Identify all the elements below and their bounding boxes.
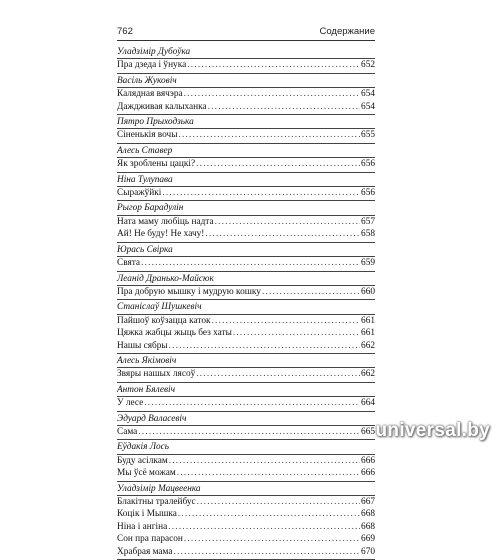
entry-page-number: 661 bbox=[361, 315, 375, 326]
entry-page-number: 662 bbox=[361, 340, 375, 351]
entry-page-number: 657 bbox=[361, 216, 375, 227]
author-name: Антон Бялевіч bbox=[117, 383, 375, 397]
dot-leader bbox=[174, 546, 361, 558]
entry-title: Буду асілкам bbox=[117, 455, 168, 466]
dot-leader bbox=[177, 467, 360, 479]
page-number: 762 bbox=[117, 26, 133, 37]
toc-entry bbox=[117, 455, 375, 467]
dot-leader bbox=[178, 129, 360, 141]
entry-title: Сыражўйкі bbox=[117, 188, 162, 199]
dot-leader bbox=[178, 508, 360, 520]
header-rule bbox=[117, 40, 375, 41]
author-name: Юрась Свірка bbox=[117, 243, 375, 257]
dot-leader bbox=[169, 340, 360, 352]
entry-title: Блакітны тралейбус bbox=[117, 497, 196, 507]
dot-leader bbox=[196, 368, 360, 380]
toc-entry bbox=[117, 467, 375, 479]
entry-title: Пра добрую мышку і мудрую кошку bbox=[117, 286, 261, 297]
author-name: Алесь Ставер bbox=[117, 144, 375, 158]
entry-title: Свята bbox=[117, 258, 141, 269]
entry-page-number: 670 bbox=[361, 546, 375, 557]
toc-entry bbox=[117, 187, 375, 199]
entry-title: Мы ўсё можам bbox=[117, 468, 176, 479]
toc-entry bbox=[117, 521, 375, 533]
entry-page-number: 654 bbox=[361, 89, 375, 100]
running-title: Содержание bbox=[319, 26, 375, 37]
entry-title: У лесе bbox=[117, 398, 144, 409]
author-name: Эдуард Валасевіч bbox=[117, 412, 375, 426]
toc-entry bbox=[117, 101, 375, 113]
entry-title: Ната маму любіць надта bbox=[117, 216, 214, 227]
dot-leader bbox=[197, 496, 360, 508]
toc-entry bbox=[117, 533, 375, 545]
toc-entry bbox=[117, 496, 375, 508]
entry-title: Ніна і ангіна bbox=[117, 521, 168, 532]
toc-section bbox=[117, 383, 375, 412]
entry-page-number: 661 bbox=[361, 328, 375, 339]
entry-title: Цяжка жабцы жыць без хаты bbox=[117, 328, 232, 339]
author-name: Васіль Жуковіч bbox=[117, 74, 375, 88]
entry-page-number: 654 bbox=[361, 101, 375, 112]
entry-title: Пайшоў коўзацца каток bbox=[117, 315, 211, 326]
entry-title: Сіненькія вочы bbox=[117, 130, 178, 141]
entry-title: Ай! Не буду! Не хачу! bbox=[117, 229, 205, 240]
entry-title: Як зроблены цацкі? bbox=[117, 159, 196, 170]
toc-section bbox=[117, 440, 375, 481]
toc-entry bbox=[117, 129, 375, 141]
toc-section bbox=[117, 412, 375, 441]
entry-page-number: 664 bbox=[361, 398, 375, 409]
toc-entry bbox=[117, 257, 375, 269]
author-name: Ніна Тулупава bbox=[117, 173, 375, 187]
entry-title: Сама bbox=[117, 426, 138, 437]
dot-leader bbox=[141, 257, 360, 269]
author-name: Станіслаў Шушкевіч bbox=[117, 300, 375, 314]
entry-page-number: 665 bbox=[361, 426, 375, 437]
entry-page-number: 662 bbox=[361, 369, 375, 380]
toc-section bbox=[117, 243, 375, 272]
dot-leader bbox=[184, 533, 360, 545]
entry-title: Пра дзеда і ўнука bbox=[117, 60, 187, 71]
dot-leader bbox=[138, 426, 360, 438]
watermark: universal.by bbox=[375, 420, 490, 441]
author-name: Рыгор Барадулін bbox=[117, 201, 375, 215]
dot-leader bbox=[215, 216, 360, 228]
toc-entry bbox=[117, 286, 375, 298]
toc-entry bbox=[117, 368, 375, 380]
toc-entry bbox=[117, 59, 375, 71]
entry-page-number: 655 bbox=[361, 130, 375, 141]
dot-leader bbox=[144, 397, 360, 409]
entry-title: Храбрая мама bbox=[117, 546, 173, 557]
entry-page-number: 668 bbox=[361, 509, 375, 520]
entry-page-number: 666 bbox=[361, 468, 375, 479]
toc-entry bbox=[117, 397, 375, 409]
toc-entry bbox=[117, 315, 375, 327]
entry-page-number: 652 bbox=[361, 60, 375, 71]
entry-page-number: 668 bbox=[361, 521, 375, 532]
entry-page-number: 656 bbox=[361, 188, 375, 199]
entry-title: Коцік і Мышка bbox=[117, 509, 177, 520]
dot-leader bbox=[233, 327, 360, 339]
toc-section bbox=[117, 144, 375, 173]
toc-entry bbox=[117, 426, 375, 438]
entry-page-number: 660 bbox=[361, 286, 375, 297]
toc-section bbox=[117, 354, 375, 383]
toc-section bbox=[117, 300, 375, 354]
author-name: Уладзімір Дубоўка bbox=[117, 45, 375, 59]
author-name: Леанід Дранько-Майсюк bbox=[117, 272, 375, 286]
toc-entry bbox=[117, 228, 375, 240]
entry-page-number: 659 bbox=[361, 258, 375, 269]
dot-leader bbox=[212, 315, 361, 327]
toc-section bbox=[117, 272, 375, 301]
dot-leader bbox=[205, 228, 360, 240]
toc-section bbox=[117, 115, 375, 144]
toc-entry bbox=[117, 546, 375, 558]
dot-leader bbox=[196, 158, 360, 170]
toc-section bbox=[117, 173, 375, 202]
dot-leader bbox=[168, 521, 360, 533]
dot-leader bbox=[262, 286, 360, 298]
author-name: Алесь Якімовіч bbox=[117, 354, 375, 368]
entry-title: Сон пра парасон bbox=[117, 534, 183, 545]
toc-entry bbox=[117, 88, 375, 100]
dot-leader bbox=[184, 88, 360, 100]
entry-page-number: 667 bbox=[361, 497, 375, 507]
toc-section bbox=[117, 74, 375, 115]
entry-page-number: 669 bbox=[361, 534, 375, 545]
author-name: Еўдакія Лось bbox=[117, 440, 375, 454]
page-header bbox=[117, 26, 375, 37]
entry-page-number: 666 bbox=[361, 455, 375, 466]
toc-entry bbox=[117, 327, 375, 339]
toc-entry bbox=[117, 508, 375, 520]
entry-title: Даждживая калыханка bbox=[117, 101, 207, 112]
entry-page-number: 658 bbox=[361, 229, 375, 240]
table-of-contents bbox=[117, 45, 375, 560]
entry-page-number: 656 bbox=[361, 159, 375, 170]
entry-title: Нашы сябры bbox=[117, 340, 168, 351]
dot-leader bbox=[169, 455, 360, 467]
dot-leader bbox=[187, 59, 360, 71]
toc-entry bbox=[117, 340, 375, 352]
dot-leader bbox=[208, 101, 360, 113]
toc-section bbox=[117, 201, 375, 242]
entry-title: Калядная вячэра bbox=[117, 89, 183, 100]
toc-entry bbox=[117, 216, 375, 228]
toc-section bbox=[117, 45, 375, 74]
author-name: Пятро Прыходзька bbox=[117, 115, 375, 129]
dot-leader bbox=[162, 187, 360, 199]
author-name: Уладзімір Мацвеенка bbox=[117, 482, 375, 496]
entry-title: Звяры нашых лясоў bbox=[117, 369, 196, 380]
toc-entry bbox=[117, 158, 375, 170]
toc-section bbox=[117, 482, 375, 560]
